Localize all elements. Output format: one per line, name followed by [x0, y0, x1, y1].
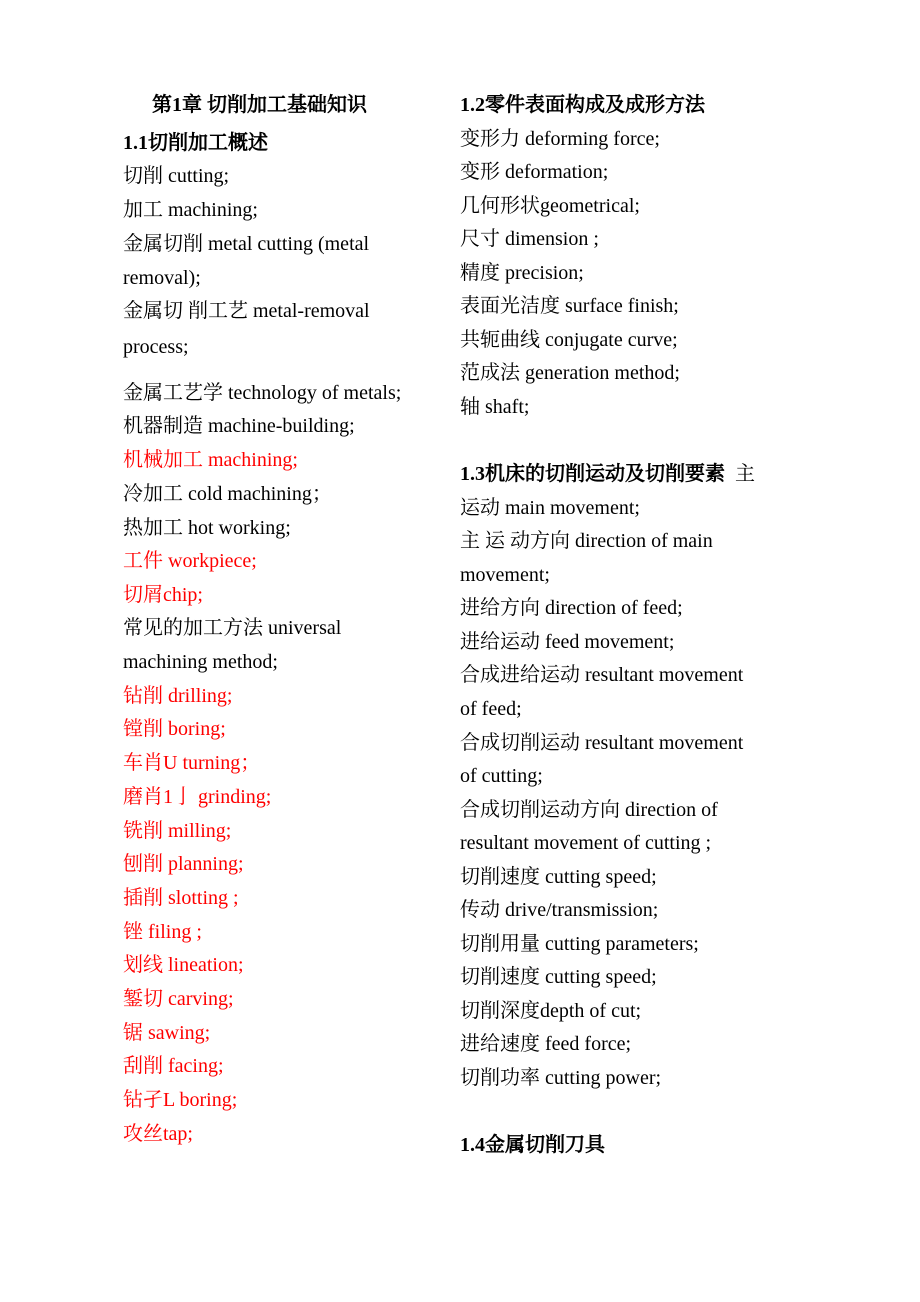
glossary-line: [123, 516, 291, 540]
glossary-line: [460, 798, 718, 822]
glossary-line: [460, 731, 743, 755]
line-text: 錾切 carving;: [123, 988, 234, 1010]
glossary-line: [123, 650, 278, 674]
line-text: machining method;: [123, 651, 278, 673]
glossary-line: [123, 232, 369, 256]
glossary-line: [123, 299, 370, 323]
line-text: 共轭曲线 conjugate curve;: [460, 329, 678, 351]
line-text: 切削功率 cutting power;: [460, 1067, 662, 1089]
line-text: 工件 workpiece;: [123, 550, 257, 572]
glossary-line: [460, 496, 640, 520]
glossary-line: [123, 198, 258, 222]
line-text: 冷加工 cold machining；: [123, 483, 332, 505]
line-text: 1.1切削加工概述: [123, 132, 268, 154]
line-text: 切削用量 cutting parameters;: [460, 933, 699, 955]
line-text: 金属切 削工艺 metal-removal: [123, 300, 370, 322]
line-text: 进给运动 feed movement;: [460, 631, 675, 653]
glossary-line: [123, 335, 189, 359]
line-text: 轴 shaft;: [460, 396, 530, 418]
glossary-line: [460, 160, 608, 184]
glossary-line: [123, 1088, 237, 1112]
glossary-line: [460, 529, 713, 553]
line-text: 主 运 动方向 direction of main: [460, 530, 713, 552]
glossary-line: [123, 920, 202, 944]
glossary-line: [460, 898, 658, 922]
line-text: of cutting;: [460, 765, 543, 787]
line-text: 切屑chip;: [123, 584, 203, 606]
glossary-line: [460, 361, 680, 385]
glossary-line: [460, 328, 678, 352]
glossary-line: [123, 414, 355, 438]
glossary-line: [123, 751, 260, 775]
section-heading: [123, 131, 268, 155]
glossary-line: [123, 953, 244, 977]
glossary-line: [123, 717, 226, 741]
line-text: 几何形状geometrical;: [460, 195, 640, 217]
line-text: 尺寸 dimension ;: [460, 228, 599, 250]
line-text: 攻丝tap;: [123, 1123, 193, 1145]
glossary-line: [460, 764, 543, 788]
line-text: 合成切削运动 resultant movement: [460, 732, 744, 754]
glossary-line: [123, 1122, 193, 1146]
line-text: 铣削 milling;: [123, 820, 232, 842]
line-text: 运动 main movement;: [460, 497, 640, 519]
line-continuation: 主: [725, 463, 755, 485]
glossary-line: [460, 865, 657, 889]
line-text: 变形 deformation;: [460, 161, 609, 183]
line-text: movement;: [460, 564, 550, 586]
line-text: 刨削 planning;: [123, 853, 244, 875]
glossary-line: [123, 583, 203, 607]
line-text: 机械加工 machining;: [123, 449, 298, 471]
glossary-line: [123, 1054, 224, 1078]
line-text: 锉 filing ;: [123, 921, 202, 943]
line-text: 划线 lineation;: [123, 954, 244, 976]
line-text: 锯 sawing;: [123, 1022, 211, 1044]
line-text: resultant movement of cutting ;: [460, 832, 712, 854]
glossary-line: [123, 886, 239, 910]
line-text: 精度 precision;: [460, 262, 584, 284]
glossary-line: [460, 261, 584, 285]
line-text: 金属切削 metal cutting (metal: [123, 233, 370, 255]
line-text: removal);: [123, 267, 201, 289]
line-text: 传动 drive/transmission;: [460, 899, 659, 921]
section-heading: [460, 93, 705, 117]
glossary-line: [123, 164, 229, 188]
glossary-line: [460, 127, 660, 151]
line-text: 加工 machining;: [123, 199, 258, 221]
section-heading: [460, 1133, 605, 1157]
glossary-line: [460, 563, 550, 587]
glossary-line: [460, 663, 743, 687]
glossary-line: [460, 294, 679, 318]
line-text: process;: [123, 336, 189, 358]
glossary-line: [123, 266, 201, 290]
line-text: 磨肖1亅 grinding;: [123, 786, 272, 808]
glossary-line: [460, 1032, 631, 1056]
glossary-line: [123, 819, 231, 843]
glossary-line: [123, 987, 234, 1011]
glossary-line: [460, 999, 641, 1023]
line-text: 热加工 hot working;: [123, 517, 291, 539]
line-text: 第1章 切削加工基础知识: [152, 94, 367, 116]
glossary-line: [460, 630, 674, 654]
glossary-line: [123, 684, 232, 708]
glossary-line: [123, 381, 401, 405]
glossary-line: [460, 227, 599, 251]
line-text: 合成切削运动方向 direction of: [460, 799, 718, 821]
line-text: 插削 slotting ;: [123, 887, 239, 909]
line-text: 合成进给运动 resultant movement: [460, 664, 744, 686]
line-text: 刮削 facing;: [123, 1055, 224, 1077]
line-text: 切削速度 cutting speed;: [460, 966, 657, 988]
glossary-line: [460, 831, 711, 855]
glossary-line: [123, 785, 271, 809]
line-text: 机器制造 machine-building;: [123, 415, 355, 437]
glossary-line: [123, 549, 257, 573]
line-text: 1.3机床的切削运动及切削要素: [460, 463, 725, 485]
glossary-line: [460, 1066, 661, 1090]
line-text: 钻削 drilling;: [123, 685, 233, 707]
line-text: 钻孑L boring;: [123, 1089, 238, 1111]
line-text: 常见的加工方法 universal: [123, 617, 342, 639]
line-text: 金属工艺学 technology of metals;: [123, 382, 402, 404]
section-heading: [460, 462, 755, 486]
line-text: 镗削 boring;: [123, 718, 226, 740]
glossary-line: [460, 965, 657, 989]
line-text: 切削 cutting;: [123, 165, 230, 187]
line-text: 变形力 deforming force;: [460, 128, 660, 150]
line-text: 进给速度 feed force;: [460, 1033, 632, 1055]
glossary-line: [460, 596, 683, 620]
line-text: 切削速度 cutting speed;: [460, 866, 657, 888]
line-text: 车肖U turning；: [123, 752, 261, 774]
glossary-line: [460, 932, 699, 956]
line-text: 进给方向 direction of feed;: [460, 597, 683, 619]
line-text: 切削深度depth of cut;: [460, 1000, 642, 1022]
glossary-line: [123, 852, 244, 876]
line-text: 1.4金属切削刀具: [460, 1134, 605, 1156]
line-text: of feed;: [460, 698, 522, 720]
section-heading: [152, 93, 367, 117]
line-text: 1.2零件表面构成及成形方法: [460, 94, 705, 116]
glossary-line: [460, 697, 522, 721]
glossary-line: [123, 616, 341, 640]
glossary-line: [123, 448, 298, 472]
glossary-line: [123, 1021, 210, 1045]
glossary-line: [460, 395, 529, 419]
glossary-line: [123, 482, 332, 506]
glossary-line: [460, 194, 640, 218]
line-text: 范成法 generation method;: [460, 362, 680, 384]
line-text: 表面光洁度 surface finish;: [460, 295, 679, 317]
